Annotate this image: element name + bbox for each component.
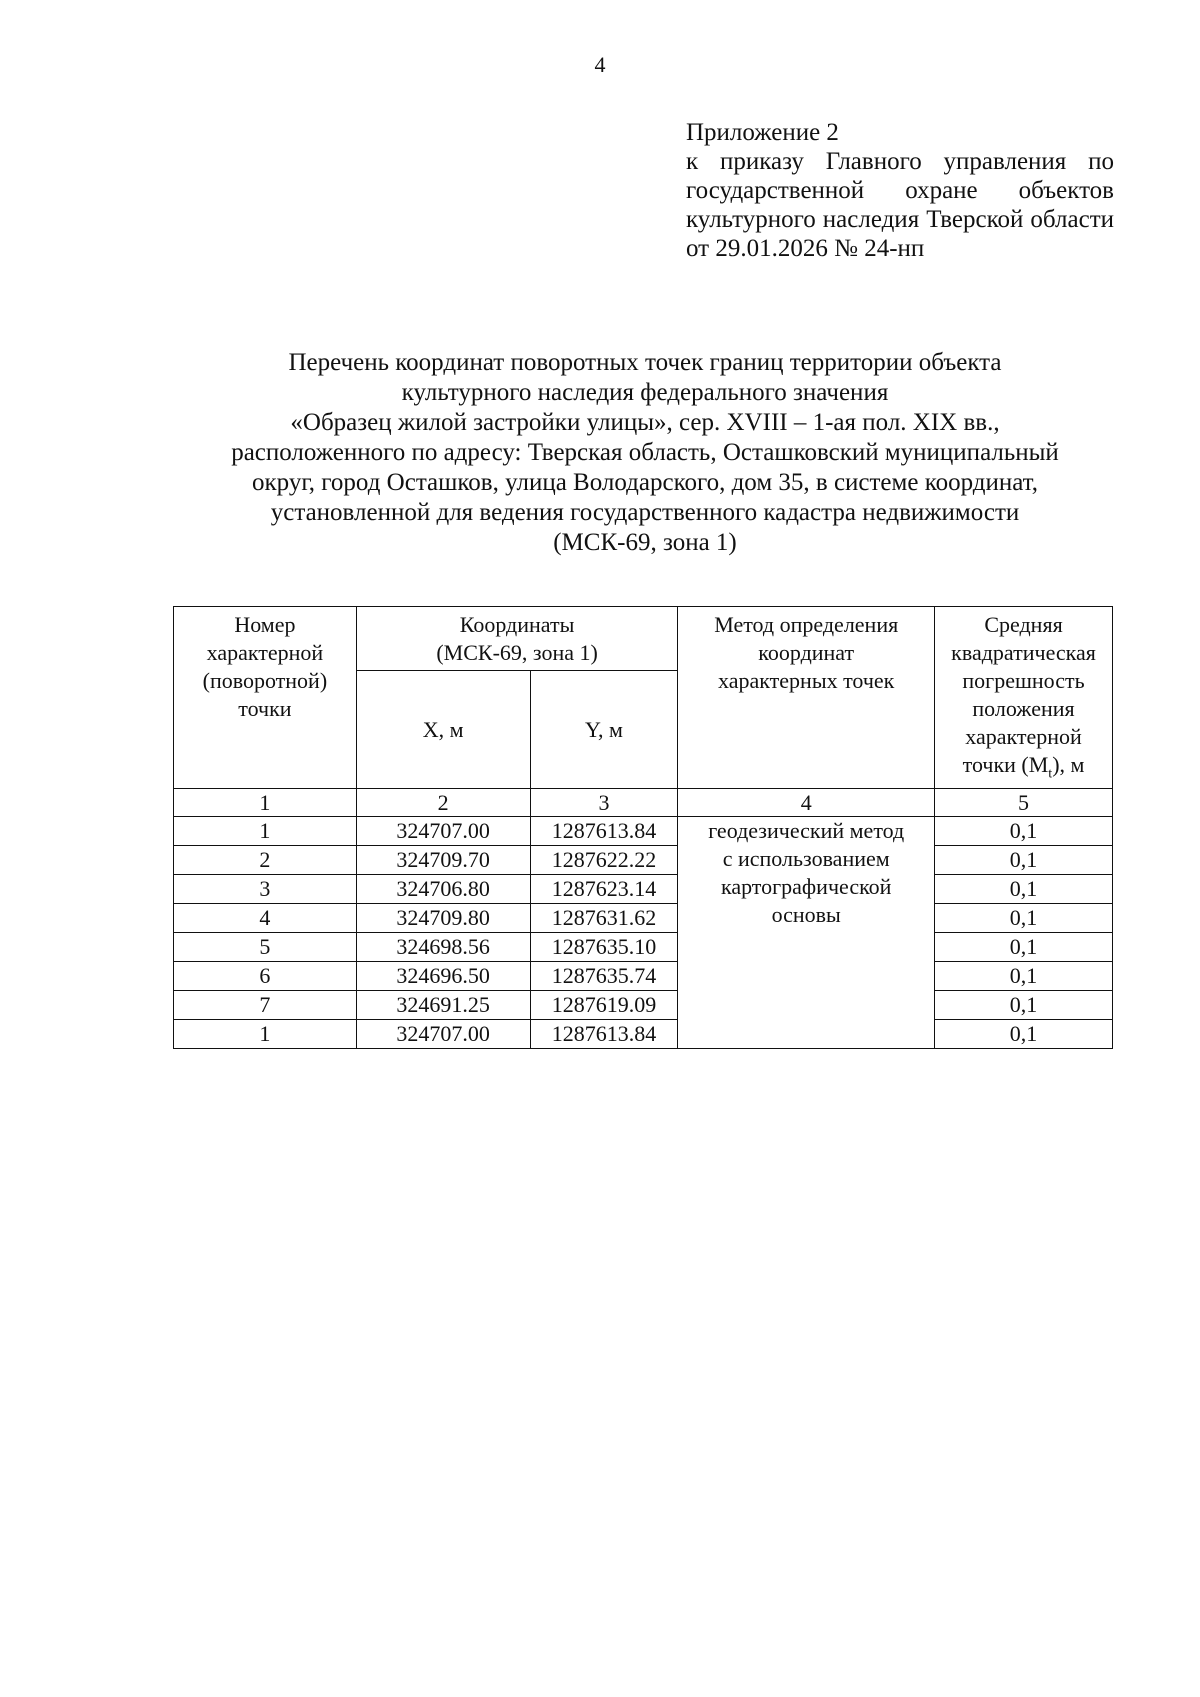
cell-y: 1287622.22	[530, 846, 678, 875]
column-number: 4	[678, 789, 935, 817]
header-x: X, м	[356, 671, 530, 789]
header-coordinates: Координаты (МСК-69, зона 1)	[356, 607, 678, 671]
cell-error: 0,1	[935, 817, 1113, 846]
cell-error: 0,1	[935, 904, 1113, 933]
cell-point: 6	[174, 962, 357, 991]
header-y: Y, м	[530, 671, 678, 789]
header-mean-error-subscript: t	[1048, 766, 1053, 782]
cell-point: 7	[174, 991, 357, 1020]
cell-error: 0,1	[935, 846, 1113, 875]
title-line: расположенного по адресу: Тверская область, Осташковский муниципальный	[231, 439, 1059, 466]
cell-y: 1287631.62	[530, 904, 678, 933]
cell-error: 0,1	[935, 933, 1113, 962]
cell-x: 324707.00	[356, 817, 530, 846]
cell-point: 3	[174, 875, 357, 904]
column-number: 5	[935, 789, 1113, 817]
title-line: округ, город Осташков, улица Володарского, дом 35, в системе координат,	[252, 469, 1038, 496]
cell-x: 324709.70	[356, 846, 530, 875]
title-line: культурного наследия федерального значения	[401, 379, 889, 406]
table-row	[174, 846, 1113, 875]
cell-point: 1	[174, 1020, 357, 1049]
header-mean-error-text: Средняя квадратическая погрешность положения характерной точки (M	[951, 612, 1096, 777]
title-line: «Образец жилой застройки улицы», сер. XVIII – 1-ая пол. XIX вв.,	[290, 409, 1000, 436]
cell-y: 1287619.09	[530, 991, 678, 1020]
column-number: 3	[530, 789, 678, 817]
cell-x: 324706.80	[356, 875, 530, 904]
cell-error: 0,1	[935, 1020, 1113, 1049]
title-line: Перечень координат поворотных точек границ территории объекта	[288, 349, 1002, 376]
column-number-row	[174, 789, 1113, 817]
appendix-label: Приложение 2	[686, 119, 839, 146]
table-row	[174, 933, 1113, 962]
cell-y: 1287635.74	[530, 962, 678, 991]
table-row	[174, 1020, 1113, 1049]
column-number: 1	[174, 789, 357, 817]
table-row	[174, 991, 1113, 1020]
cell-error: 0,1	[935, 962, 1113, 991]
title-line: установленной для ведения государственного кадастра недвижимости	[270, 499, 1020, 526]
cell-y: 1287613.84	[530, 1020, 678, 1049]
header-method: Метод определения координат характерных точек	[678, 607, 935, 789]
title-line: (МСК-69, зона 1)	[553, 529, 737, 556]
coordinates-table	[173, 606, 1113, 1049]
cell-x: 324698.56	[356, 933, 530, 962]
cell-error: 0,1	[935, 875, 1113, 904]
cell-x: 324691.25	[356, 991, 530, 1020]
cell-method: геодезический метод с использованием картографической основы	[678, 817, 935, 1049]
table-row	[174, 962, 1113, 991]
cell-y: 1287623.14	[530, 875, 678, 904]
header-mean-error-unit: ), м	[1052, 752, 1085, 777]
cell-point: 5	[174, 933, 357, 962]
header-mean-error	[935, 607, 1113, 789]
cell-y: 1287635.10	[530, 933, 678, 962]
page-number: 4	[594, 52, 606, 77]
appendix-order-reference: к приказу Главного управления по государственной охране объектов культурного наследия Тверской области от 29.01.2026 № 24-нп	[686, 148, 1114, 262]
table-row	[174, 817, 1113, 846]
cell-point: 2	[174, 846, 357, 875]
document-title	[150, 348, 1140, 558]
appendix-block	[686, 118, 1114, 263]
table-row	[174, 875, 1113, 904]
column-number: 2	[356, 789, 530, 817]
cell-x: 324709.80	[356, 904, 530, 933]
cell-x: 324696.50	[356, 962, 530, 991]
cell-point: 1	[174, 817, 357, 846]
table-row	[174, 904, 1113, 933]
header-point-number: Номер характерной (поворотной) точки	[174, 607, 357, 789]
cell-x: 324707.00	[356, 1020, 530, 1049]
cell-error: 0,1	[935, 991, 1113, 1020]
cell-y: 1287613.84	[530, 817, 678, 846]
cell-point: 4	[174, 904, 357, 933]
